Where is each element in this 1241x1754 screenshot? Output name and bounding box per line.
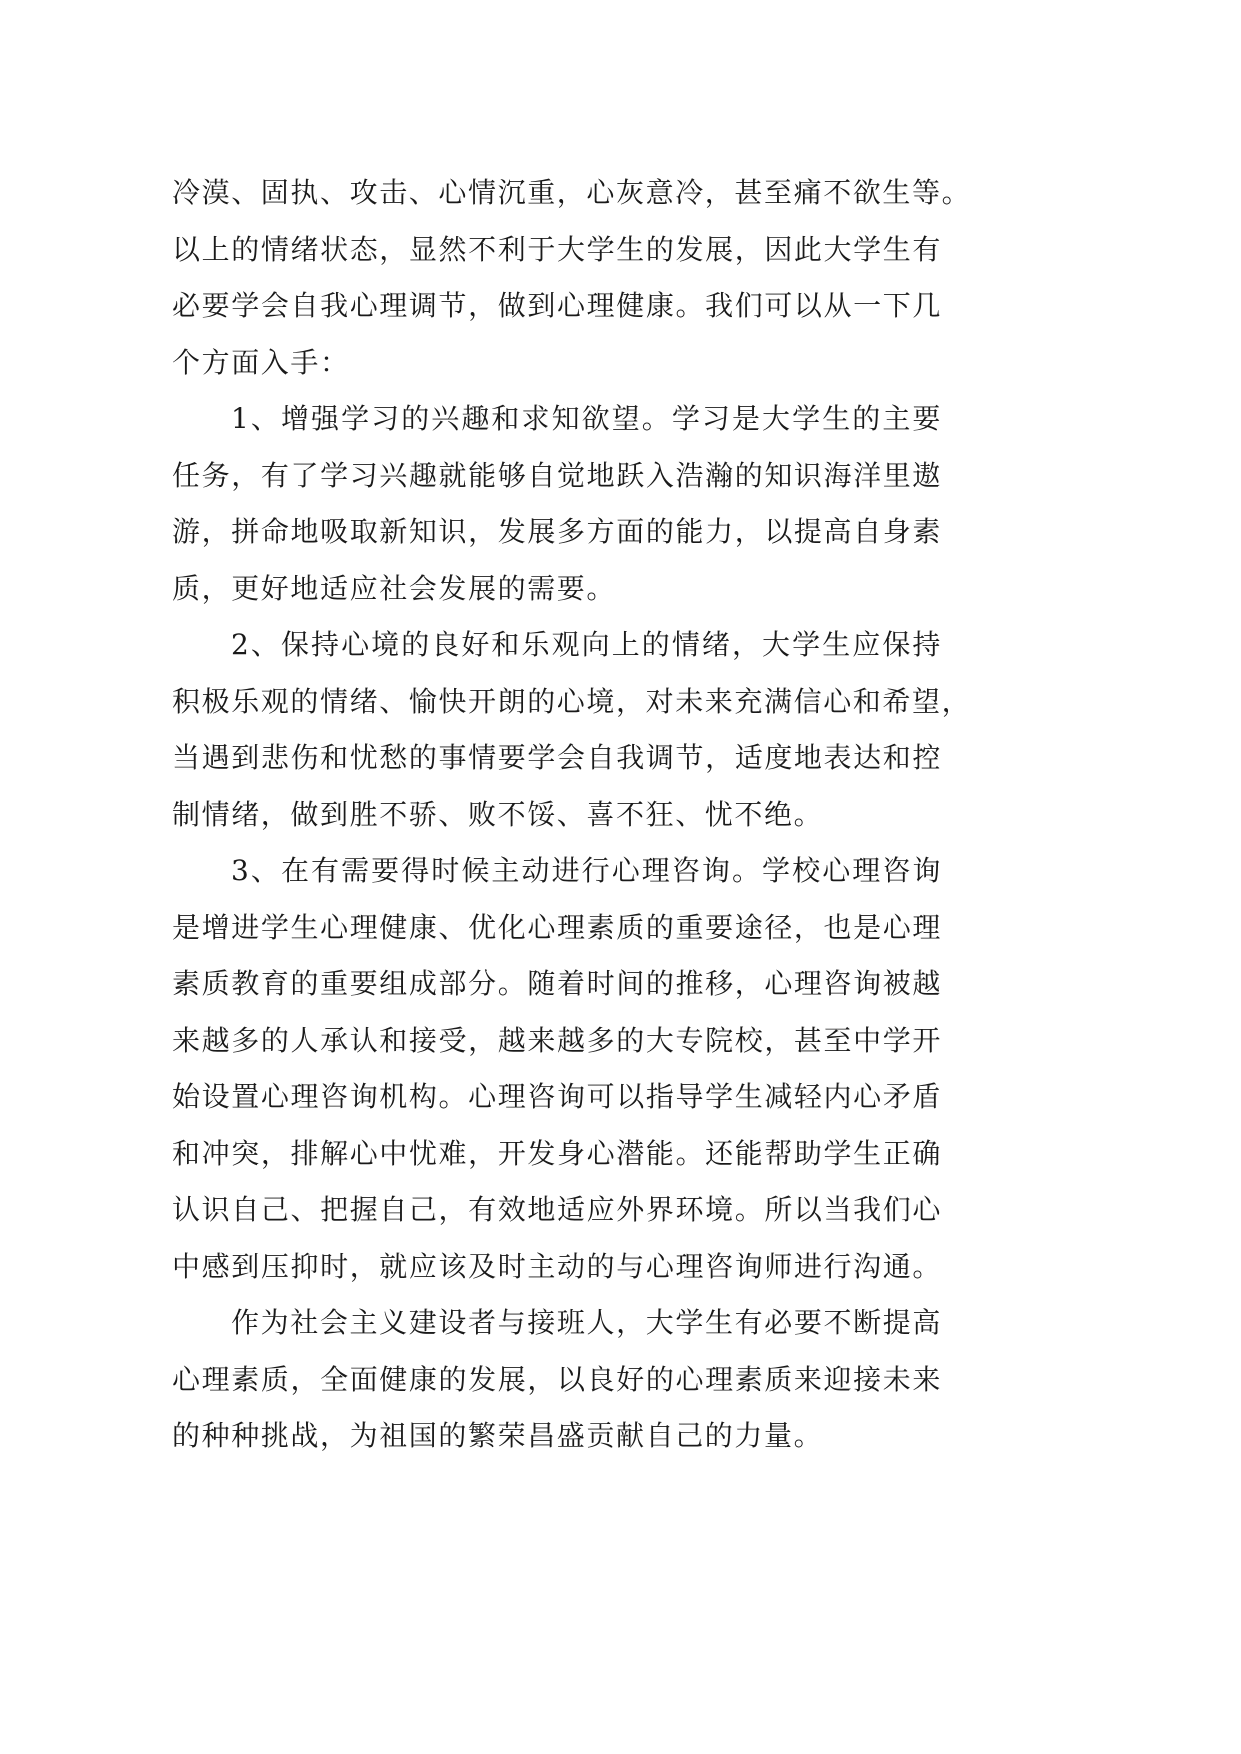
text-line: 是增进学生心理健康、优化心理素质的重要途径，也是心理 [172,910,942,944]
text-line: 素质教育的重要组成部分。随着时间的推移，心理咨询被越 [172,967,942,1000]
text-line: 的种种挑战，为祖国的繁荣昌盛贡献自己的力量。 [172,1419,824,1452]
text-line: 1、增强学习的兴趣和求知欲望。学习是大学生的主要 [231,402,942,435]
text-line: 3、在有需要得时候主动进行心理咨询。学校心理咨询 [231,854,942,887]
text-line: 始设置心理咨询机构。心理咨询可以指导学生减轻内心矛盾 [172,1080,942,1113]
text-line: 和冲突，排解心中忧难，开发身心潜能。还能帮助学生正确 [172,1136,942,1170]
paragraph-point-2 [172,617,972,843]
text-line: 作为社会主义建设者与接班人，大学生有必要不断提高 [231,1306,942,1339]
text-line: 当遇到悲伤和忧愁的事情要学会自我调节，适度地表达和控 [172,741,942,774]
text-line: 心理素质，全面健康的发展，以良好的心理素质来迎接未来 [172,1362,942,1396]
text-line: 中感到压抑时，就应该及时主动的与心理咨询师进行沟通。 [172,1249,942,1283]
text-line: 来越多的人承认和接受，越来越多的大专院校，甚至中学开 [172,1023,942,1057]
text-line: 积极乐观的情绪、愉快开朗的心境，对未来充满信心和希望， [172,684,972,718]
text-line: 任务，有了学习兴趣就能够自觉地跃入浩瀚的知识海洋里遨 [172,458,942,492]
text-line: 个方面入手： [172,345,350,379]
text-line: 制情绪，做到胜不骄、败不馁、喜不狂、忧不绝。 [172,797,824,831]
text-line: 认识自己、把握自己，有效地适应外界环境。所以当我们心 [172,1193,942,1226]
text-line: 冷漠、固执、攻击、心情沉重，心灰意冷，甚至痛不欲生等。 [172,176,972,209]
text-line: 以上的情绪状态，显然不利于大学生的发展，因此大学生有 [172,232,942,266]
text-line: 2、保持心境的良好和乐观向上的情绪，大学生应保持 [231,628,942,661]
text-line: 质，更好地适应社会发展的需要。 [172,571,617,605]
text-line: 必要学会自我心理调节，做到心理健康。我们可以从一下几 [172,289,942,322]
paragraph-point-1 [172,391,942,617]
body-text [172,165,972,1465]
text-line: 游，拼命地吸取新知识，发展多方面的能力，以提高自身素 [172,515,942,548]
paragraph-conclusion [172,1295,942,1465]
paragraph-point-3 [172,843,942,1295]
paragraph-intro-continuation [172,165,972,391]
